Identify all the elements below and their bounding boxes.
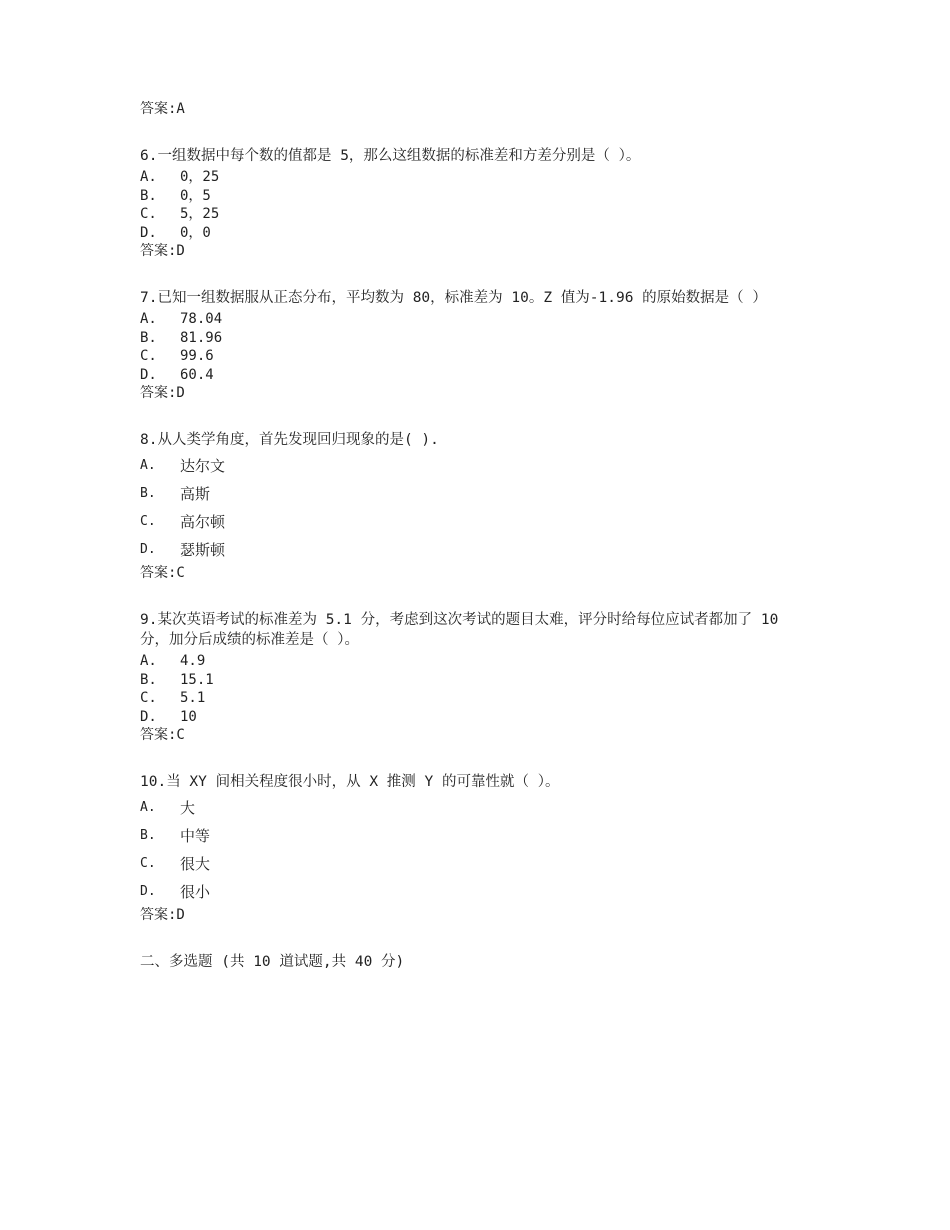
section-heading: 二、多选题 (共 10 道试题,共 40 分) (140, 954, 405, 970)
question-6-answer: 答案:D (140, 243, 185, 259)
question-9-option-a (140, 652, 810, 671)
question-8-option-d (140, 536, 810, 564)
question-8 (140, 430, 810, 582)
question-7 (140, 288, 810, 402)
option-letter: D. (140, 366, 157, 383)
question-7-title: 7.已知一组数据服从正态分布，平均数为 80，标准差为 10。Z 值为-1.96 的原始数据是（ ） (140, 290, 767, 306)
question-6-option-d (140, 224, 810, 243)
question-10-option-d (140, 878, 810, 906)
question-10-title: 10.当 XY 间相关程度很小时，从 X 推测 Y 的可靠性就（ ）。 (140, 774, 560, 790)
question-6-option-c (140, 205, 810, 224)
option-text: 大 (180, 799, 196, 817)
question-10 (140, 772, 810, 924)
option-letter: D. (140, 224, 157, 241)
question-7-option-c (140, 347, 810, 366)
question-8-answer: 答案:C (140, 565, 185, 581)
option-text: 中等 (180, 827, 211, 845)
option-letter: A. (140, 458, 156, 473)
option-letter: B. (140, 671, 157, 688)
option-text: 很小 (180, 883, 211, 901)
question-8-option-a (140, 452, 810, 480)
option-text: 81.96 (180, 329, 223, 346)
option-text: 高斯 (180, 485, 211, 503)
option-text: 瑟斯顿 (180, 541, 226, 559)
question-8-title: 8.从人类学角度，首先发现回归现象的是( ). (140, 432, 439, 448)
question-9-title: 9.某次英语考试的标准差为 5.1 分，考虑到这次考试的题目太难，评分时给每位应试者都加了 10 分，加分后成绩的标准差是（ ）。 (140, 612, 779, 648)
option-text: 0，5 (180, 187, 211, 204)
option-letter: A. (140, 169, 157, 185)
option-text: 78.04 (180, 311, 223, 327)
option-letter: D. (140, 884, 156, 899)
option-text: 0，25 (180, 169, 220, 185)
option-letter: A. (140, 653, 157, 669)
option-letter: C. (140, 856, 156, 871)
option-letter: D. (140, 708, 157, 725)
question-7-option-a (140, 310, 810, 329)
question-10-option-c (140, 850, 810, 878)
document-page (140, 100, 810, 972)
question-6-option-a (140, 168, 810, 187)
option-text: 99.6 (180, 348, 214, 364)
question-9-option-b (140, 671, 810, 690)
question-8-option-b (140, 480, 810, 508)
question-9 (140, 610, 810, 744)
option-text: 很大 (180, 855, 211, 873)
option-letter: C. (140, 206, 157, 222)
option-letter: C. (140, 690, 157, 706)
question-6 (140, 146, 810, 260)
option-letter: B. (140, 828, 156, 843)
option-text: 60.4 (180, 366, 214, 383)
question-7-answer: 答案:D (140, 385, 185, 401)
option-letter: B. (140, 486, 156, 501)
question-7-option-b (140, 329, 810, 348)
option-letter: B. (140, 187, 157, 204)
option-text: 10 (180, 708, 197, 725)
question-8-option-c (140, 508, 810, 536)
option-text: 15.1 (180, 671, 214, 688)
question-10-answer: 答案:D (140, 907, 185, 923)
question-10-option-b (140, 822, 810, 850)
option-text: 0，0 (180, 224, 211, 241)
question-9-option-c (140, 689, 810, 708)
option-text: 高尔顿 (180, 513, 226, 531)
question-6-title: 6.一组数据中每个数的值都是 5，那么这组数据的标准差和方差分别是（ ）。 (140, 148, 641, 164)
option-text: 达尔文 (180, 457, 226, 475)
question-9-answer: 答案:C (140, 727, 185, 743)
question-10-option-a (140, 794, 810, 822)
question-6-option-b (140, 187, 810, 206)
question-7-option-d (140, 366, 810, 385)
option-letter: B. (140, 329, 157, 346)
option-letter: C. (140, 348, 157, 364)
previous-answer: 答案:A (140, 101, 185, 117)
option-text: 5.1 (180, 690, 206, 706)
option-letter: C. (140, 514, 156, 529)
question-9-option-d (140, 708, 810, 727)
option-letter: A. (140, 800, 156, 815)
option-text: 5，25 (180, 206, 220, 222)
option-text: 4.9 (180, 653, 206, 669)
option-letter: D. (140, 542, 156, 557)
option-letter: A. (140, 311, 157, 327)
